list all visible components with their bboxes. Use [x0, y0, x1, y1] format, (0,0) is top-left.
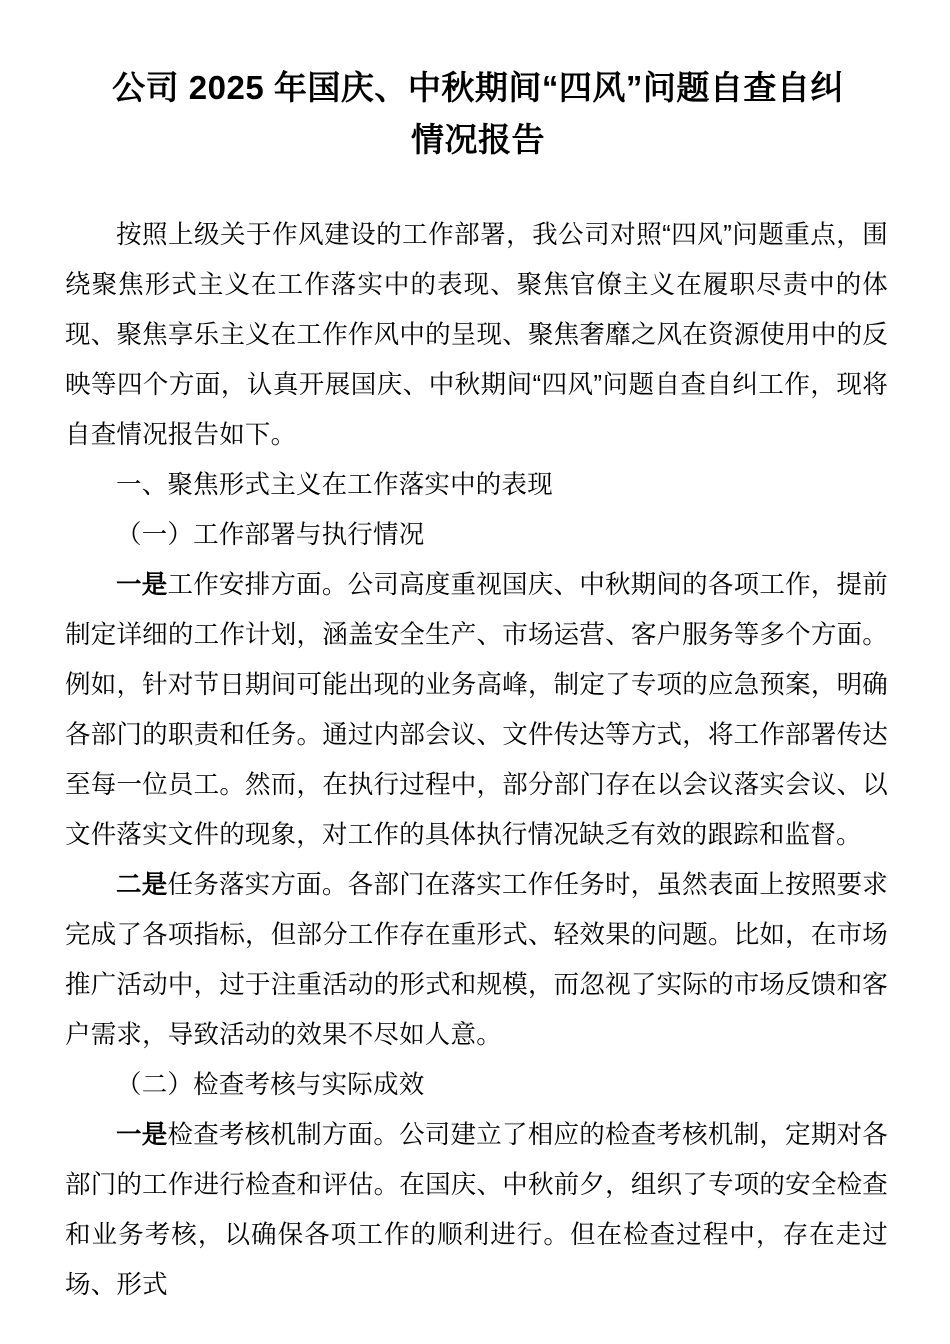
paragraph-1-2-a	[65, 1110, 888, 1310]
paragraph-lead-in: 一是	[116, 1121, 168, 1149]
paragraph-text: 任务落实方面。各部门在落实工作任务时，虽然表面上按照要求完成了各项指标，但部分工作存在重形式、轻效果的问题。比如，在市场推广活动中，过于注重活动的形式和规模，而忽视了实际的市场反馈和客户需求，导致活动的效果不尽如人意。	[65, 871, 888, 1049]
paragraph-1-1-a	[65, 560, 888, 860]
paragraph-intro	[65, 210, 888, 460]
heading-text: （二）检查考核与实际成效	[116, 1071, 425, 1099]
heading-text: 一、聚焦形式主义在工作落实中的表现	[116, 471, 553, 499]
subsection-heading-1-1	[65, 510, 888, 560]
section-heading-1	[65, 460, 888, 510]
paragraph-lead-in: 一是	[116, 571, 168, 599]
document-title-line-2: 情况报告	[411, 121, 545, 158]
subsection-heading-1-2	[65, 1060, 888, 1110]
heading-text: （一）工作部署与执行情况	[116, 521, 425, 549]
paragraph-text: 检查考核机制方面。公司建立了相应的检查考核机制，定期对各部门的工作进行检查和评估。在国庆、中秋前夕，组织了专项的安全检查和业务考核，以确保各项工作的顺利进行。但在检查过程中，存在走过场、形式	[65, 1121, 888, 1299]
paragraph-lead-in: 二是	[116, 871, 168, 899]
paragraph-1-1-b	[65, 860, 888, 1060]
document-body	[65, 210, 888, 1310]
paragraph-text: 工作安排方面。公司高度重视国庆、中秋期间的各项工作，提前制定详细的工作计划，涵盖安全生产、市场运营、客户服务等多个方面。例如，针对节日期间可能出现的业务高峰，制定了专项的应急预案，明确各部门的职责和任务。通过内部会议、文件传达等方式，将工作部署传达至每一位员工。然而，在执行过程中，部分部门存在以会议落实会议、以文件落实文件的现象，对工作的具体执行情况缺乏有效的跟踪和监督。	[65, 571, 888, 849]
paragraph-text: 按照上级关于作风建设的工作部署，我公司对照“四风”问题重点，围绕聚焦形式主义在工作落实中的表现、聚焦官僚主义在履职尽责中的体现、聚焦享乐主义在工作作风中的呈现、聚焦奢靡之风在资源使用中的反映等四个方面，认真开展国庆、中秋期间“四风”问题自查自纠工作，现将自查情况报告如下。	[65, 221, 888, 449]
document-title	[68, 62, 888, 166]
document-title-line-1: 公司 2025 年国庆、中秋期间“四风”问题自查自纠	[112, 69, 844, 106]
